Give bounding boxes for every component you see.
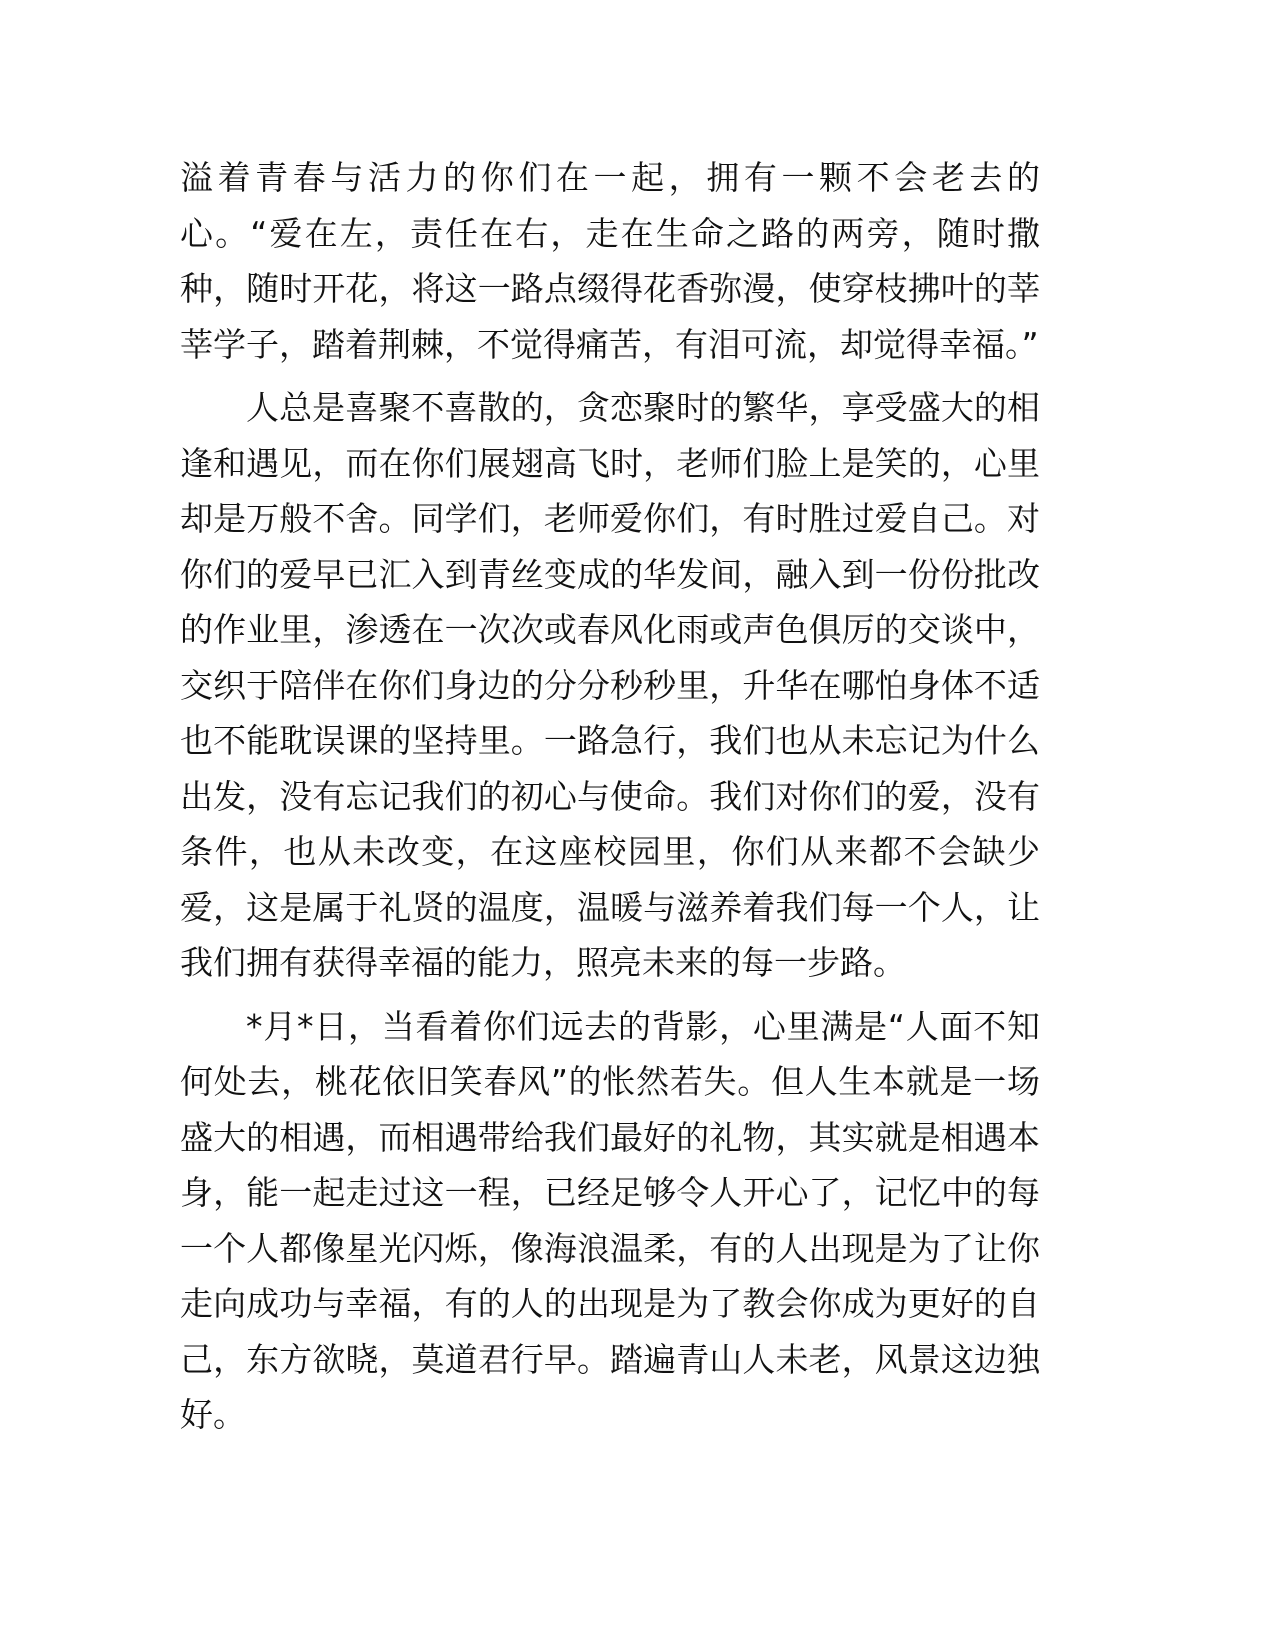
paragraph-3: *月*日，当看着你们远去的背影，心里满是“人面不知何处去，桃花依旧笑春风”的怅然若失。但人生本就是一场盛大的相遇，而相遇带给我们最好的礼物，其实就是相遇本身，能一起走过这一程，已经足够令人开心了，记忆中的每一个人都像星光闪烁，像海浪温柔，有的人出现是为了让你走向成功与幸福，有的人的出现是为了教会你成为更好的自己，东方欲晓，莫道君行早。踏遍青山人未老，风景这边独好。 (180, 1006, 1040, 1434)
document-body (180, 150, 1040, 1451)
paragraph-1: 溢着青春与活力的你们在一起，拥有一颗不会老去的心。“爱在左，责任在右，走在生命之路的两旁，随时撒种，随时开花，将这一路点缀得花香弥漫，使穿枝拂叶的莘莘学子，踏着荆棘，不觉得痛苦，有泪可流，却觉得幸福。” (180, 158, 1040, 364)
paragraph-2: 人总是喜聚不喜散的，贪恋聚时的繁华，享受盛大的相逢和遇见，而在你们展翅高飞时，老师们脸上是笑的，心里却是万般不舍。同学们，老师爱你们，有时胜过爱自己。对你们的爱早已汇入到青丝变成的华发间，融入到一份份批改的作业里，渗透在一次次或春风化雨或声色俱厉的交谈中，交织于陪伴在你们身边的分分秒秒里，升华在哪怕身体不适也不能耽误课的坚持里。一路急行，我们也从未忘记为什么出发，没有忘记我们的初心与使命。我们对你们的爱，没有条件，也从未改变，在这座校园里，你们从来都不会缺少爱，这是属于礼贤的温度，温暖与滋养着我们每一个人，让我们拥有获得幸福的能力，照亮未来的每一步路。 (180, 388, 1040, 982)
